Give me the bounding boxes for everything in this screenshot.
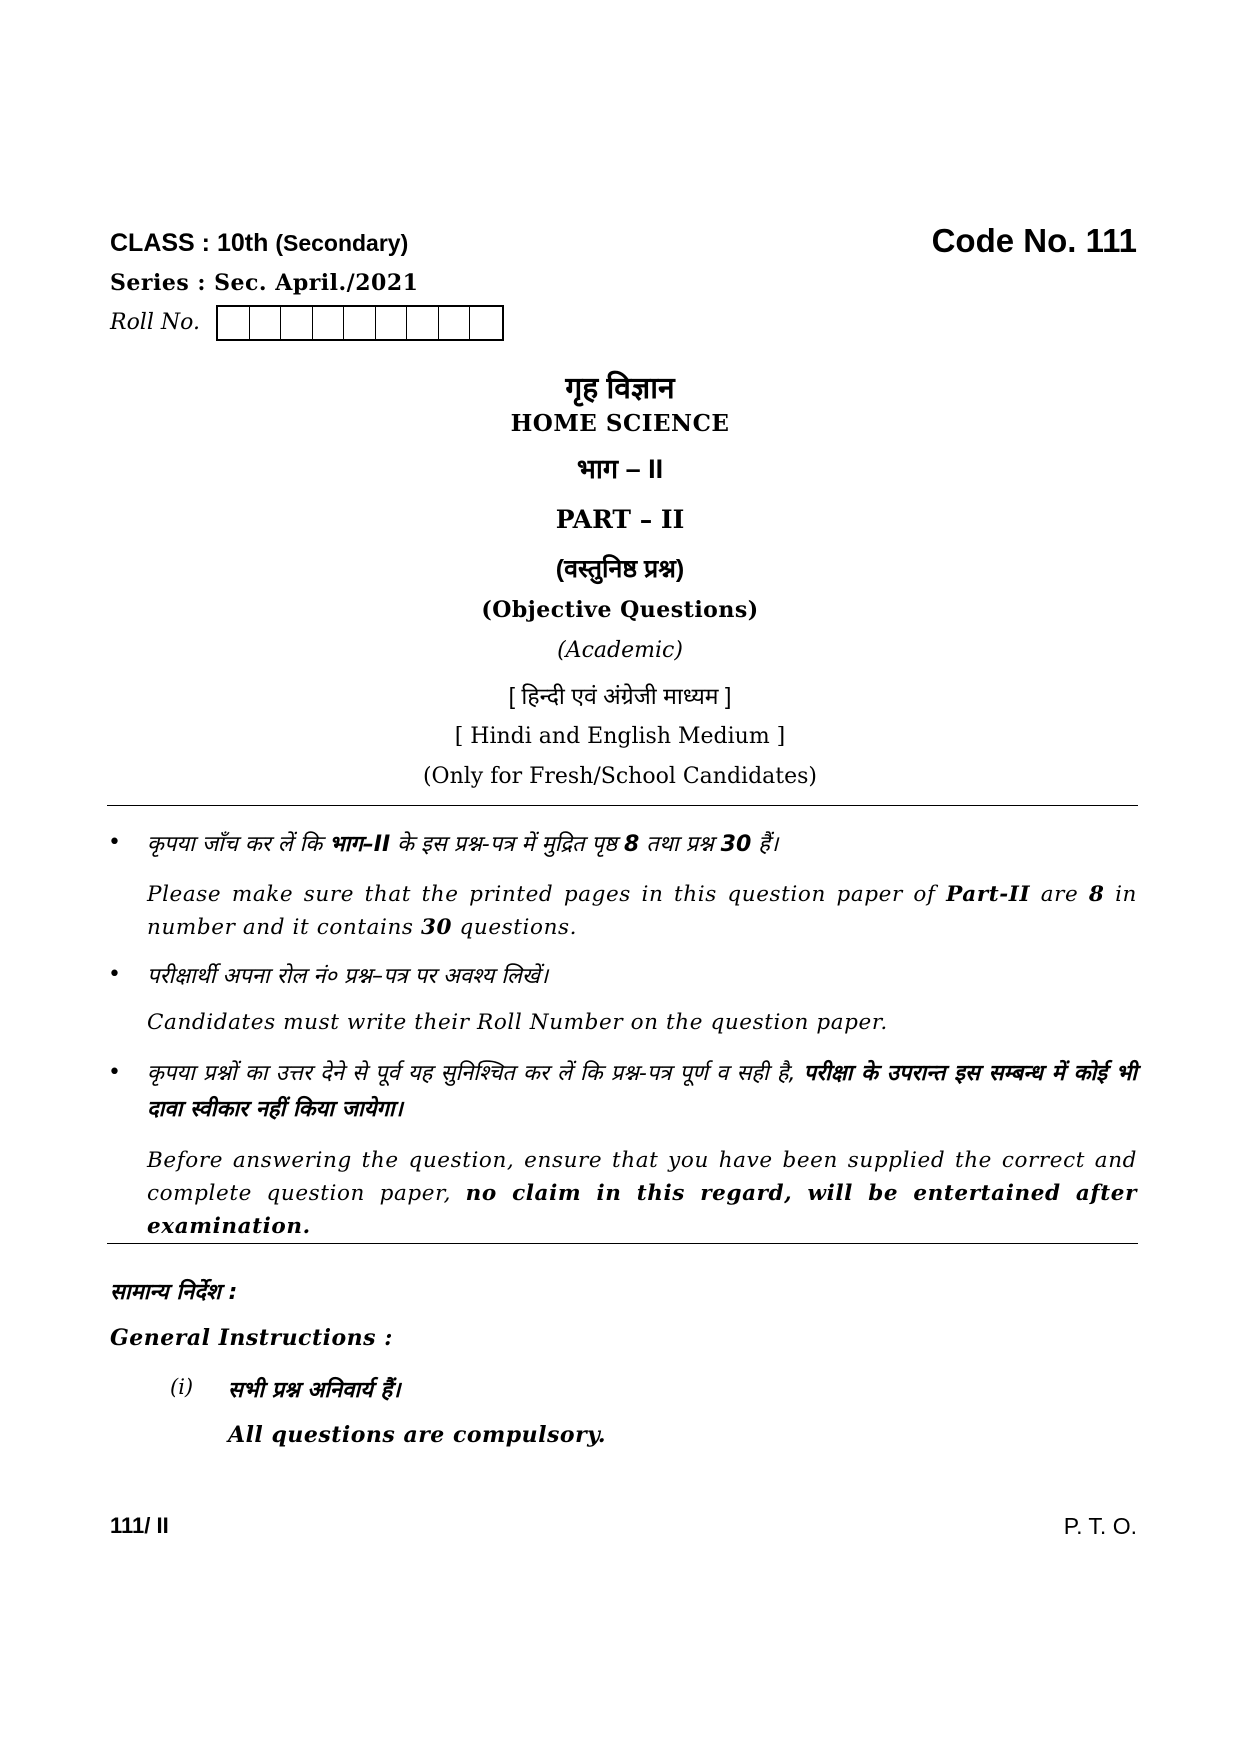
- footer-pto: P. T. O.: [1063, 1513, 1137, 1539]
- note-3-hindi-emphasis: परीक्षा के उपरान्त इस सम्बन्ध में कोई भी दावा स्वीकार नहीं किया जायेगा।: [147, 1061, 1137, 1122]
- note-3-hindi: [147, 1056, 1137, 1128]
- bullet-icon: •: [108, 962, 121, 987]
- candidates-note: (Only for Fresh/School Candidates): [422, 764, 818, 789]
- medium-english: [ Hindi and English Medium ]: [454, 724, 786, 749]
- bullet-icon: •: [108, 830, 121, 855]
- note-1-english-end: questions.: [452, 915, 578, 940]
- class-sub: (Secondary): [275, 230, 409, 256]
- roll-digit-box[interactable]: [281, 307, 313, 339]
- roll-digit-box[interactable]: [250, 307, 282, 339]
- roll-digit-box[interactable]: [376, 307, 408, 339]
- series-line: Series : Sec. April./2021: [110, 270, 419, 296]
- subject-title-english: HOME SCIENCE: [510, 410, 730, 437]
- note-1-hindi-part: भाग–II: [329, 832, 391, 857]
- question-type-hindi: (वस्तुनिष्ठ प्रश्न): [555, 555, 685, 583]
- note-3-hindi-text: कृपया प्रश्नों का उत्तर देने से पूर्व यह सुनिश्चित कर लें कि प्रश्न-पत्र पूर्ण व सही है,: [147, 1061, 804, 1086]
- roll-digit-box[interactable]: [470, 307, 502, 339]
- part-title-english: PART – II: [555, 505, 685, 534]
- note-1-hindi-pages: 8: [624, 832, 640, 857]
- instruction-number: (i): [170, 1375, 194, 1399]
- instructions-heading-english: General Instructions :: [110, 1325, 393, 1351]
- note-1-hindi-text: कृपया जाँच कर लें कि: [147, 832, 330, 857]
- top-divider: [107, 805, 1138, 806]
- medium-hindi: [ हिन्दी एवं अंग्रेजी माध्यम ]: [508, 683, 732, 709]
- note-1-english-text-3: in number and it contains: [147, 882, 1137, 940]
- stream-label: (Academic): [557, 638, 683, 663]
- roll-digit-box[interactable]: [439, 307, 471, 339]
- note-1-hindi: [147, 828, 1137, 858]
- instructions-heading-hindi: सामान्य निर्देश :: [110, 1280, 238, 1305]
- class-label: CLASS : 10th: [110, 229, 269, 257]
- code-number: Code No. 111: [931, 222, 1137, 259]
- part-title-hindi: भाग – II: [576, 454, 664, 484]
- note-3-english-text: Before answering the question, ensure that you have been supplied the correct and complete question paper,: [147, 1148, 1137, 1206]
- roll-digit-box[interactable]: [407, 307, 439, 339]
- note-1-english-pages: 8: [1088, 882, 1105, 907]
- note-2-hindi: परीक्षार्थी अपना रोल नं० प्रश्न–पत्र पर अवश्य लिखें।: [147, 964, 549, 989]
- instruction-hindi: सभी प्रश्न अनिवार्य हैं।: [228, 1378, 401, 1403]
- bottom-divider: [107, 1243, 1138, 1244]
- note-1-english-text: Please make sure that the printed pages in this question paper of: [147, 882, 947, 907]
- roll-label: Roll No.: [110, 310, 200, 335]
- question-type-english: (Objective Questions): [481, 597, 759, 623]
- note-1-english-text-2: are: [1030, 882, 1089, 907]
- note-3-english: [147, 1144, 1137, 1243]
- subject-title-hindi: गृह विज्ञान: [565, 372, 675, 405]
- roll-digit-box[interactable]: [313, 307, 345, 339]
- note-2-english: Candidates must write their Roll Number on the question paper.: [147, 1010, 888, 1035]
- note-1-english: [147, 878, 1137, 944]
- roll-digit-box[interactable]: [344, 307, 376, 339]
- class-line: [110, 229, 408, 258]
- note-1-english-part: Part-II: [946, 882, 1031, 907]
- note-1-hindi-end: हैं।: [751, 832, 779, 857]
- note-1-hindi-text-2: के इस प्रश्न-पत्र में मुद्रित पृष्ठ: [390, 832, 624, 857]
- bullet-icon: •: [108, 1060, 121, 1085]
- note-1-hindi-text-3: तथा प्रश्न: [639, 832, 721, 857]
- footer-code: 111/ II: [110, 1513, 169, 1538]
- roll-number-boxes[interactable]: [216, 305, 504, 341]
- instruction-english: All questions are compulsory.: [228, 1422, 607, 1448]
- note-1-hindi-questions: 30: [720, 832, 752, 857]
- roll-digit-box[interactable]: [218, 307, 250, 339]
- note-1-english-questions: 30: [420, 915, 453, 940]
- note-3-english-emphasis: no claim in this regard, will be entertained after examination.: [147, 1181, 1138, 1239]
